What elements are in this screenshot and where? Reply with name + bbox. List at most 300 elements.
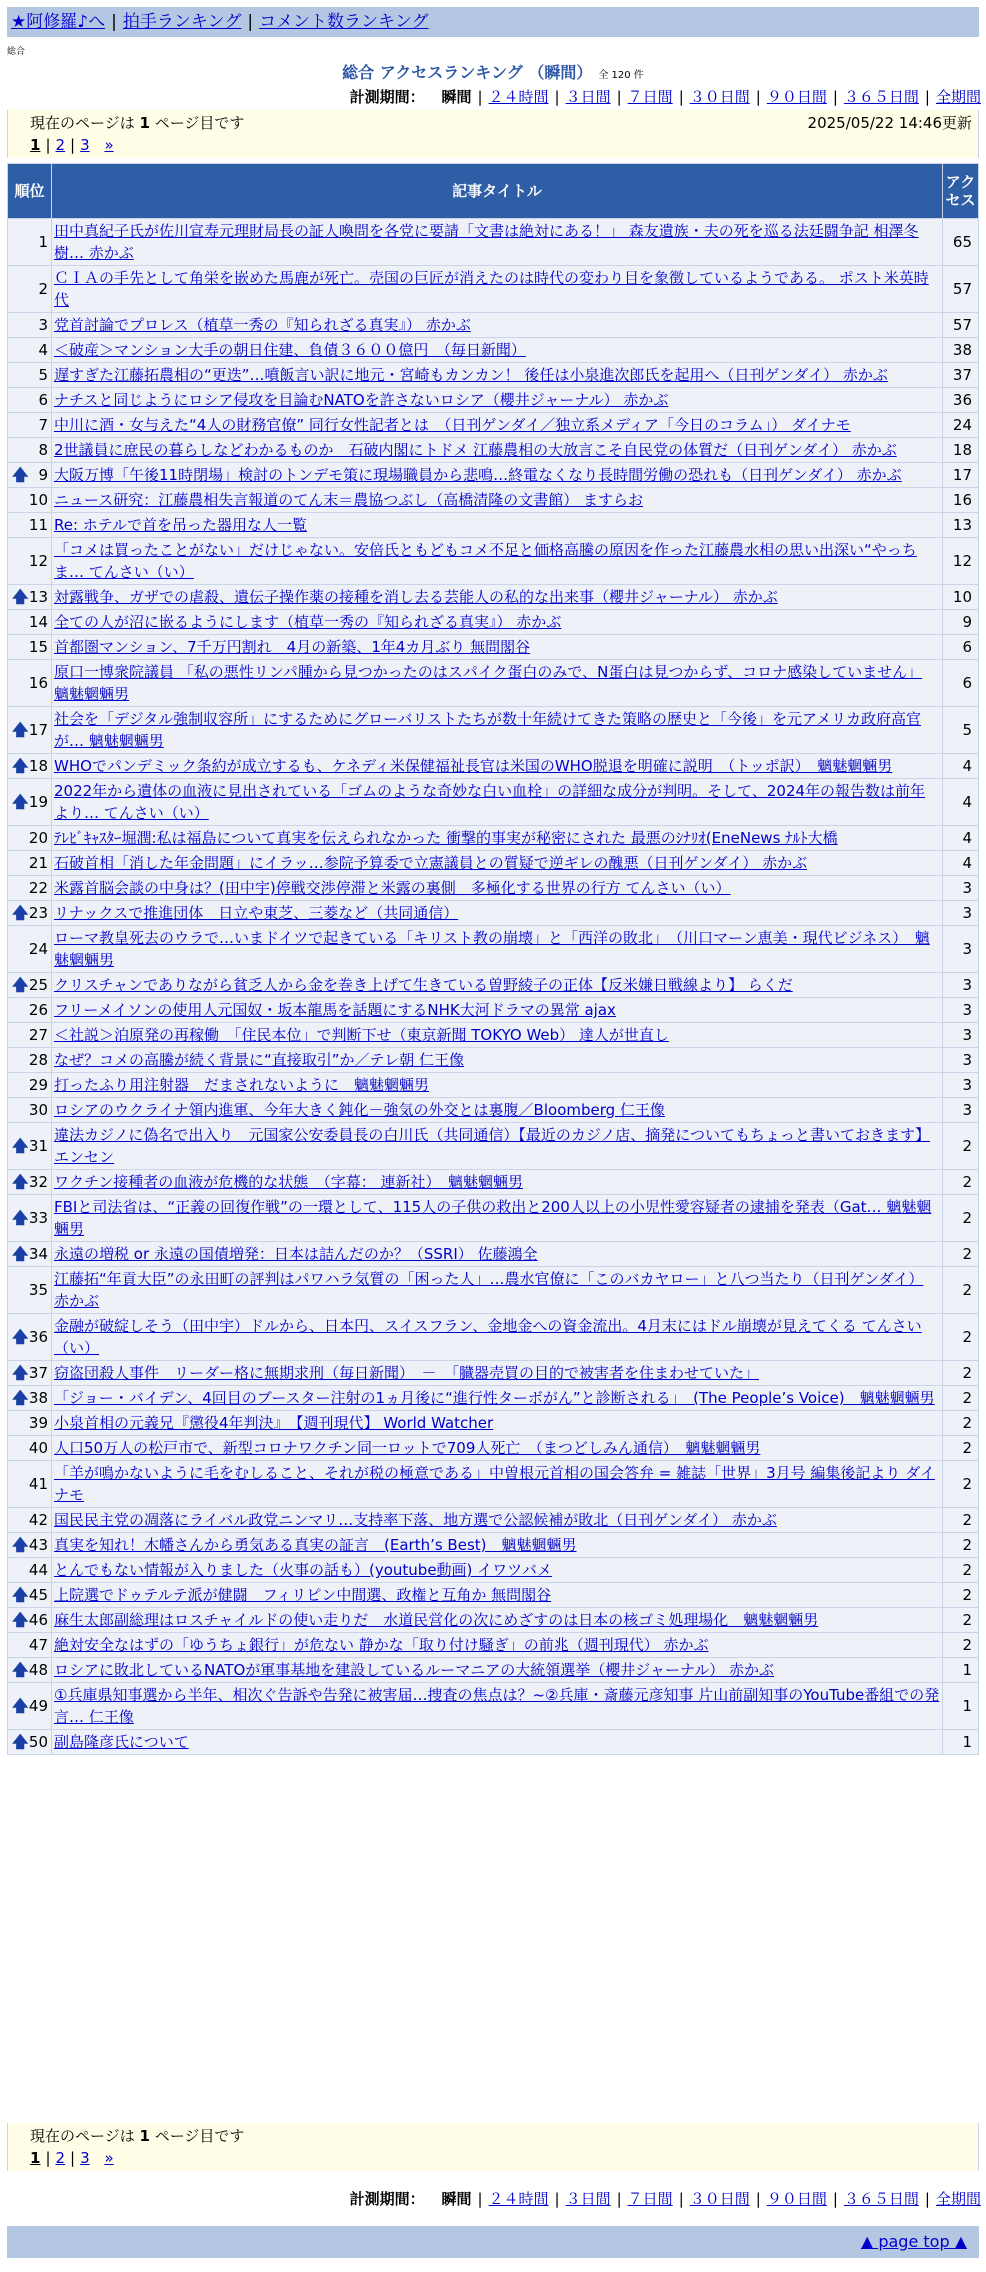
rank-number: 42 — [28, 1511, 48, 1529]
article-title-link[interactable]: 麻生太郎副総理はロスチャイルドの使い走りだ 水道民営化の次にめざすのは日本の核ゴミ処理場化 魑魅魍魎男 — [54, 1611, 819, 1629]
rank-up-arrow-icon: 🡅 — [12, 903, 29, 922]
rank-cell — [8, 826, 52, 851]
rank-cell — [8, 1436, 52, 1461]
period-current: 瞬間 — [441, 2190, 472, 2208]
rank-cell — [8, 1633, 52, 1658]
access-count: 2 — [943, 1558, 979, 1583]
title-cell — [52, 313, 943, 338]
rank-cell — [8, 1411, 52, 1436]
title-cell — [52, 413, 943, 438]
table-row — [8, 338, 979, 363]
rank-number: 41 — [28, 1475, 48, 1493]
title-cell — [52, 1730, 943, 1755]
page-status-suffix: ページ目です — [154, 2127, 245, 2145]
page-top-link[interactable]: ▲ page top ▲ — [860, 2232, 967, 2251]
period-separator: | — [477, 2190, 483, 2208]
title-cell — [52, 388, 943, 413]
rank-number: 29 — [28, 1076, 48, 1094]
article-title-link[interactable]: ＣＩＡの手先として角栄を嵌めた馬鹿が死亡。売国の巨匠が消えたのは時代の変わり目を象徴しているようである。 ポスト米英時代 — [54, 269, 929, 309]
access-count: 3 — [943, 1073, 979, 1098]
title-cell — [52, 826, 943, 851]
rank-cell — [8, 438, 52, 463]
access-count: 2 — [943, 1195, 979, 1242]
rank-number: 34 — [28, 1245, 48, 1263]
table-row — [8, 1533, 979, 1558]
article-title-link[interactable]: ワクチン接種者の血液が危機的な状態 （字幕： 連新社） 魑魅魍魎男 — [54, 1173, 524, 1191]
rank-cell — [8, 1073, 52, 1098]
title-cell — [52, 876, 943, 901]
article-title-link[interactable]: 国民民主党の凋落にライバル政党ニンマリ…支持率下落、地方選で公認候補が敗北（日刊ゲンダイ） 赤かぶ — [54, 1511, 777, 1529]
page-status — [30, 112, 972, 134]
period-separator: | — [924, 88, 930, 106]
access-count: 3 — [943, 973, 979, 998]
period-link[interactable]: ９０日間 — [766, 88, 827, 106]
access-count: 3 — [943, 926, 979, 973]
rank-number: 16 — [28, 674, 48, 692]
page-status-number: 1 — [139, 114, 150, 132]
table-row — [8, 973, 979, 998]
rank-cell — [8, 1048, 52, 1073]
title-cell — [52, 463, 943, 488]
rank-up-arrow-icon: 🡅 — [12, 1585, 29, 1604]
article-title-link[interactable]: 原口一博衆院議員 「私の悪性リンパ腫から見つかったのはスパイク蛋白のみで、N蛋白は見つからず、コロナ感染していません」 魑魅魍魎男 — [54, 663, 923, 703]
access-count: 17 — [943, 463, 979, 488]
rank-up-arrow-icon: 🡅 — [12, 1244, 29, 1263]
title-cell — [52, 1658, 943, 1683]
period-link[interactable]: ２４時間 — [488, 88, 549, 106]
period-separator: | — [755, 88, 761, 106]
title-cell — [52, 1170, 943, 1195]
period-separator: | — [678, 88, 684, 106]
article-title-link[interactable]: 人口50万人の松戸市で、新型コロナワクチン同一ロットで709人死亡 （まつどしみん通信） 魑魅魍魎男 — [54, 1439, 761, 1457]
title-cell — [52, 635, 943, 660]
rank-number: 14 — [28, 613, 48, 631]
table-row — [8, 660, 979, 707]
rank-number: 25 — [28, 976, 48, 994]
period-link[interactable]: ３０日間 — [689, 2190, 750, 2208]
access-count: 2 — [943, 1436, 979, 1461]
title-cell — [52, 1098, 943, 1123]
article-title-link[interactable]: 田中真紀子氏が佐川宣寿元理財局長の証人喚問を各党に要請「文書は絶対にある！」 森友遺族・夫の死を巡る法廷闘争記 相澤冬樹… 赤かぶ — [54, 222, 919, 262]
table-row — [8, 266, 979, 313]
table-row — [8, 1411, 979, 1436]
rank-number: 24 — [28, 940, 48, 958]
rank-cell — [8, 1267, 52, 1314]
current-page: 1 — [30, 2149, 41, 2167]
article-title-link[interactable]: ロシアのウクライナ領内進軍、今年大きく鈍化－強気の外交とは裏腹／Bloomberg 仁王像 — [54, 1101, 665, 1119]
rank-number: 8 — [38, 441, 48, 459]
rank-cell — [8, 388, 52, 413]
article-title-link[interactable]: 首都圏マンション、7千万円割れ 4月の新築、1年4カ月ぶり 無問閣谷 — [54, 638, 531, 656]
table-row — [8, 1314, 979, 1361]
rank-cell — [8, 1583, 52, 1608]
access-count: 2 — [943, 1386, 979, 1411]
title-cell — [52, 488, 943, 513]
rank-cell — [8, 1195, 52, 1242]
article-title-link[interactable]: FBIと司法省は、“正義の回復作戦”の一環として、115人の子供の救出と200人以上の小児性愛容疑者の逮捕を発表（Gat… 魑魅魍魎男 — [54, 1198, 932, 1238]
rank-cell — [8, 1558, 52, 1583]
rank-number: 18 — [28, 757, 48, 775]
table-row — [8, 313, 979, 338]
article-title-link[interactable]: 遅すぎた江藤拓農相の“更迭”…噴飯言い訳に地元・宮崎もカンカン！ 後任は小泉進次郎氏を起用へ（日刊ゲンダイ） 赤かぶ — [54, 366, 888, 384]
current-page: 1 — [30, 136, 41, 154]
access-count: 57 — [943, 266, 979, 313]
article-title-link[interactable]: リナックスで推進団体 日立や東芝、三菱など（共同通信） — [54, 904, 459, 922]
rank-number: 36 — [28, 1328, 48, 1346]
article-title-link[interactable]: ニュース研究：江藤農相失言報道のてん末＝農協つぶし（高橋清隆の文書館） ますらお — [54, 491, 644, 509]
rank-number: 40 — [28, 1439, 48, 1457]
title-cell — [52, 660, 943, 707]
title-cell — [52, 1314, 943, 1361]
title-cell — [52, 1608, 943, 1633]
period-link[interactable]: ２４時間 — [488, 2190, 549, 2208]
rank-number: 50 — [28, 1733, 48, 1751]
rank-cell — [8, 754, 52, 779]
access-count: 18 — [943, 438, 979, 463]
rank-number: 47 — [28, 1636, 48, 1654]
table-row — [8, 707, 979, 754]
table-row — [8, 779, 979, 826]
table-row — [8, 926, 979, 973]
title-cell — [52, 266, 943, 313]
table-row — [8, 388, 979, 413]
access-count: 3 — [943, 1048, 979, 1073]
comment-ranking-link[interactable]: コメント数ランキング — [259, 12, 429, 32]
access-count: 16 — [943, 488, 979, 513]
ranking-title-text: 総合 アクセスランキング （瞬間） — [342, 63, 593, 82]
article-title-link[interactable]: 2世議員に庶民の暮らしなどわかるものか 石破内閣にトドメ 江藤農相の大放言こそ自民党の体質だ（日刊ゲンダイ） 赤かぶ — [54, 441, 897, 459]
table-row — [8, 1658, 979, 1683]
rank-cell — [8, 363, 52, 388]
access-count: 65 — [943, 219, 979, 266]
rank-number: 2 — [38, 280, 48, 298]
article-title-link[interactable]: ロシアに敗北しているNATOが軍事基地を建設しているルーマニアの大統領選挙（櫻井ジャーナル） 赤かぶ — [54, 1661, 775, 1679]
title-cell — [52, 1195, 943, 1242]
article-title-link[interactable]: 小泉首相の元義兄『懲役4年判決』 【週刊現代】 World Watcher — [54, 1414, 494, 1432]
table-row — [8, 754, 979, 779]
category-label: 総合 — [7, 47, 26, 57]
article-title-link[interactable]: 違法カジノに偽名で出入り 元国家公安委員長の白川氏（共同通信）【最近のカジノ店、摘発についてもちょっと書いておきます】 エンセン — [54, 1126, 931, 1166]
article-title-link[interactable]: ナチスと同じようにロシア侵攻を目論むNATOを許さないロシア（櫻井ジャーナル） 赤かぶ — [54, 391, 669, 409]
article-title-link[interactable]: 社会を「デジタル強制収容所」にするためにグローバリストたちが数十年続けてきた策略の歴史と「今後」を元アメリカ政府高官が… 魑魅魍魎男 — [54, 710, 922, 750]
title-column-header: 記事タイトル — [52, 164, 943, 219]
rank-cell — [8, 1314, 52, 1361]
access-count: 2 — [943, 1361, 979, 1386]
article-title-link[interactable]: 「コメは買ったことがない」だけじゃない。安倍氏ともどもコメ不足と価格高騰の原因を作った江藤農水相の思い出深い“やっちま… てんさい（い） — [54, 541, 917, 581]
title-cell — [52, 1048, 943, 1073]
article-title-link[interactable]: 真実を知れ！木幡さんから勇気ある真実の証言 (Earth’s Best) 魑魅魍魎男 — [54, 1536, 577, 1554]
title-cell — [52, 1386, 943, 1411]
rank-number: 46 — [28, 1611, 48, 1629]
rank-number: 10 — [28, 491, 48, 509]
rank-number: 12 — [28, 552, 48, 570]
table-row — [8, 1386, 979, 1411]
article-title-link[interactable]: 上院選でドゥテルテ派が健闘 フィリピン中間選、政権と互角か 無問閣谷 — [54, 1586, 552, 1604]
article-title-link[interactable]: とんでもない情報が入りました（火事の話も）(youtube動画) イワツバメ — [54, 1561, 552, 1579]
table-row — [8, 438, 979, 463]
period-link[interactable]: ３日間 — [565, 2190, 611, 2208]
page-status-prefix: 現在のページは — [30, 114, 135, 132]
rank-number: 44 — [28, 1561, 48, 1579]
rank-up-arrow-icon: 🡅 — [12, 1660, 29, 1679]
title-cell — [52, 1023, 943, 1048]
access-count: 4 — [943, 754, 979, 779]
rank-cell — [8, 851, 52, 876]
article-title-link[interactable]: 2022年から遺体の血液に見出されている「ゴムのような奇妙な白い血栓」の詳細な成分が判明。そして、2024年の報告数は前年より… てんさい（い） — [54, 782, 926, 822]
article-title-link[interactable]: 金融が破綻しそう（田中宇）ドルから、日本円、スイスフラン、金地金への資金流出。4月末にはドル崩壊が見えてくる てんさい（い） — [54, 1317, 922, 1357]
rank-up-arrow-icon: 🡅 — [12, 975, 29, 994]
article-title-link[interactable]: 打ったふり用注射器 だまされないように 魑魅魍魎男 — [54, 1076, 430, 1094]
page-link[interactable]: 2 — [55, 136, 66, 154]
period-label: 計測期間： — [349, 2190, 425, 2208]
rank-number: 27 — [28, 1026, 48, 1044]
table-row — [8, 363, 979, 388]
page-link[interactable]: 2 — [55, 2149, 66, 2167]
page-link[interactable]: 3 — [80, 136, 90, 154]
article-title-link[interactable]: ①兵庫県知事選から半年、相次ぐ告訴や告発に被害届…捜査の焦点は？~②兵庫・斎藤元彦知事 片山前副知事のYouTube番組での発言… 仁王像 — [54, 1686, 940, 1726]
rank-cell — [8, 635, 52, 660]
period-separator: | — [554, 88, 560, 106]
table-row — [8, 876, 979, 901]
article-title-link[interactable]: クリスチャンでありながら貧乏人から金を巻き上げて生きている曽野綾子の正体【反米嫌日戦線より】 らくだ — [54, 976, 793, 994]
period-selector-bottom — [350, 2188, 981, 2209]
rank-cell — [8, 488, 52, 513]
access-count: 3 — [943, 876, 979, 901]
title-cell — [52, 901, 943, 926]
table-row — [8, 1073, 979, 1098]
rank-cell — [8, 973, 52, 998]
title-cell — [52, 754, 943, 779]
rank-cell — [8, 219, 52, 266]
rank-number: 45 — [28, 1586, 48, 1604]
article-count: 全 120 件 — [598, 70, 644, 81]
period-current: 瞬間 — [441, 88, 472, 106]
rank-cell — [8, 413, 52, 438]
rank-number: 49 — [28, 1697, 48, 1715]
rank-number: 20 — [28, 829, 48, 847]
rank-up-arrow-icon: 🡅 — [12, 1172, 29, 1191]
article-title-link[interactable]: 大阪万博「午後11時閉場」検討のトンデモ策に現場職員から悲鳴…終電なくなり長時間労働の恐れも（日刊ゲンダイ） 赤かぶ — [54, 466, 902, 484]
access-count: 3 — [943, 998, 979, 1023]
table-row — [8, 1558, 979, 1583]
period-label: 計測期間： — [349, 88, 425, 106]
article-title-link[interactable]: 全ての人が沼に嵌るようにします（植草一秀の『知られざる真実』） 赤かぶ — [54, 613, 562, 631]
article-title-link[interactable]: 永遠の増税 or 永遠の国債増発：日本は詰んだのか？（SSRI） 佐藤鴻全 — [54, 1245, 538, 1263]
rank-cell — [8, 1170, 52, 1195]
table-row — [8, 513, 979, 538]
title-cell — [52, 513, 943, 538]
title-cell — [52, 1123, 943, 1170]
article-title-link[interactable]: 米露首脳会談の中身は？(田中宇)停戦交渉停滞と米露の裏側 多極化する世界の行方 てんさい（い） — [54, 879, 731, 897]
ranking-table — [7, 163, 979, 1755]
top-nav-bar: ★阿修羅♪へ | 拍手ランキング | コメント数ランキング — [7, 7, 979, 37]
page-separator: | — [45, 136, 51, 154]
page-separator: | — [70, 2149, 76, 2167]
table-row — [8, 610, 979, 635]
period-link[interactable]: ３０日間 — [689, 88, 750, 106]
period-separator: | — [477, 88, 483, 106]
rank-up-arrow-icon: 🡅 — [12, 1136, 29, 1155]
article-title-link[interactable]: WHOでパンデミック条約が成立するも、ケネディ米保健福祉長官は米国のWHO脱退を明確に説明 （トッポ訳） 魑魅魍魎男 — [54, 757, 893, 775]
rank-up-arrow-icon: 🡅 — [12, 1732, 29, 1751]
title-cell — [52, 851, 943, 876]
article-title-link[interactable]: ﾃﾚﾋﾞｷｬｽﾀｰ堀潤:私は福島について真実を伝えられなかった 衝撃的事実が秘密にされた 最悪のｼﾅﾘｵ(EneNews ﾅﾙﾄ大橋 — [54, 829, 838, 847]
access-count: 1 — [943, 1730, 979, 1755]
title-cell — [52, 1461, 943, 1508]
title-cell — [52, 973, 943, 998]
table-header-row — [8, 164, 979, 219]
title-cell — [52, 1508, 943, 1533]
next-page-link[interactable]: » — [104, 2149, 114, 2167]
page-link[interactable]: 3 — [80, 2149, 90, 2167]
article-title-link[interactable]: 対露戦争、ガザでの虐殺、遺伝子操作薬の接種を消し去る芸能人の私的な出来事（櫻井ジャーナル） 赤かぶ — [54, 588, 778, 606]
table-row — [8, 1633, 979, 1658]
period-link[interactable]: ９０日間 — [766, 2190, 827, 2208]
table-row — [8, 219, 979, 266]
title-cell — [52, 1411, 943, 1436]
rank-number: 21 — [28, 854, 48, 872]
title-cell — [52, 585, 943, 610]
title-cell — [52, 707, 943, 754]
rank-number: 26 — [28, 1001, 48, 1019]
access-count: 4 — [943, 779, 979, 826]
access-count: 38 — [943, 338, 979, 363]
title-cell — [52, 1361, 943, 1386]
table-row — [8, 998, 979, 1023]
table-row — [8, 463, 979, 488]
rank-cell — [8, 585, 52, 610]
article-title-link[interactable]: Re: ホテルで首を吊った器用な人一覧 — [54, 516, 308, 534]
rank-number: 39 — [28, 1414, 48, 1432]
title-cell — [52, 1583, 943, 1608]
rank-cell — [8, 1123, 52, 1170]
table-row — [8, 1267, 979, 1314]
page-links — [30, 2147, 956, 2169]
rank-up-arrow-icon: 🡅 — [12, 1363, 29, 1382]
rank-cell — [8, 338, 52, 363]
rank-cell — [8, 1242, 52, 1267]
title-cell — [52, 1533, 943, 1558]
table-row — [8, 1730, 979, 1755]
title-cell — [52, 998, 943, 1023]
article-title-link[interactable]: 江藤拓“年貢大臣”の永田町の評判はパワハラ気質の「困った人」…農水官僚に「このバカヤロー」と八つ当たり（日刊ゲンダイ） 赤かぶ — [54, 1270, 924, 1310]
title-cell — [52, 610, 943, 635]
access-count: 6 — [943, 635, 979, 660]
rank-up-arrow-icon: 🡅 — [12, 1610, 29, 1629]
table-row — [8, 538, 979, 585]
access-count: 57 — [943, 313, 979, 338]
rank-cell — [8, 1361, 52, 1386]
period-link[interactable]: ３日間 — [565, 88, 611, 106]
rank-number: 17 — [28, 721, 48, 739]
ranking-title — [0, 60, 986, 83]
period-link[interactable]: 全期間 — [935, 88, 981, 106]
article-title-link[interactable]: ローマ教皇死去のウラで…いまドイツで起きている「キリスト教の崩壊」と「西洋の敗北」 （川口マーン恵美・現代ビジネス） 魑魅魍魎男 — [54, 929, 930, 969]
period-selector-top — [350, 86, 981, 107]
period-link[interactable]: ３６５日間 — [843, 2190, 919, 2208]
page-status-prefix: 現在のページは — [30, 2127, 135, 2145]
rank-number: 43 — [28, 1536, 48, 1554]
rank-number: 19 — [28, 793, 48, 811]
table-row — [8, 1242, 979, 1267]
title-cell — [52, 338, 943, 363]
article-title-link[interactable]: フリーメイソンの使用人元国奴・坂本龍馬を話題にするNHK大河ドラマの異常 ajax — [54, 1001, 616, 1019]
article-title-link[interactable]: ＜社説＞泊原発の再稼働 「住民本位」で判断下せ（東京新聞 TOKYO Web） 達人が世直し — [54, 1026, 669, 1044]
table-row — [8, 1170, 979, 1195]
table-row — [8, 1608, 979, 1633]
home-link[interactable]: ★阿修羅♪へ — [11, 12, 106, 32]
article-title-link[interactable]: 「羊が鳴かないように毛をむしること、それが税の極意である」中曽根元首相の国会答弁 = 雑誌「世界」3月号 編集後記より ダイナモ — [54, 1464, 935, 1504]
rank-cell — [8, 1608, 52, 1633]
access-count: 10 — [943, 585, 979, 610]
table-row — [8, 1461, 979, 1508]
rank-number: 9 — [38, 466, 48, 484]
rank-cell — [8, 707, 52, 754]
table-row — [8, 851, 979, 876]
title-cell — [52, 1436, 943, 1461]
rank-cell — [8, 266, 52, 313]
rank-up-arrow-icon: 🡅 — [12, 1696, 29, 1715]
period-separator: | — [678, 2190, 684, 2208]
period-link[interactable]: ７日間 — [627, 88, 673, 106]
title-cell — [52, 538, 943, 585]
access-count: 1 — [943, 1683, 979, 1730]
article-title-link[interactable]: 石破首相「消した年金問題」にイラッ…参院予算委で立憲議員との質疑で逆ギレの醜悪（日刊ゲンダイ） 赤かぶ — [54, 854, 808, 872]
rank-cell — [8, 610, 52, 635]
title-cell — [52, 219, 943, 266]
rank-cell — [8, 1533, 52, 1558]
article-title-link[interactable]: 副島隆彦氏について — [54, 1733, 189, 1751]
rank-up-arrow-icon: 🡅 — [12, 756, 29, 775]
access-count: 2 — [943, 1411, 979, 1436]
article-title-link[interactable]: 中川に酒・女与えた“4人の財務官僚” 同行女性記者とは （日刊ゲンダイ／独立系メディア「今日のコラム」） ダイナモ — [54, 416, 851, 434]
rank-number: 28 — [28, 1051, 48, 1069]
table-row — [8, 488, 979, 513]
page-separator: | — [45, 2149, 51, 2167]
rank-number: 7 — [38, 416, 48, 434]
clap-ranking-link[interactable]: 拍手ランキング — [122, 12, 242, 32]
rank-cell — [8, 876, 52, 901]
table-row — [8, 1023, 979, 1048]
table-row — [8, 1683, 979, 1730]
article-title-link[interactable]: 党首討論でプロレス（植草一秀の『知られざる真実』） 赤かぶ — [54, 316, 471, 334]
article-title-link[interactable]: 絶対安全なはずの「ゆうちょ銀行」が危ない 静かな「取り付け騒ぎ」の前兆（週刊現代） 赤かぶ — [54, 1636, 709, 1654]
access-count: 2 — [943, 1508, 979, 1533]
rank-cell — [8, 1386, 52, 1411]
rank-cell — [8, 313, 52, 338]
period-link[interactable]: 全期間 — [935, 2190, 981, 2208]
article-title-link[interactable]: 窃盗団殺人事件 リーダー格に無期求刑（毎日新聞） － 「臓器売買の目的で被害者を住まわせていた」 — [54, 1364, 760, 1382]
article-title-link[interactable]: ＜破産＞マンション大手の朝日住建、負債３６００億円 （毎日新聞） — [54, 341, 526, 359]
table-row — [8, 826, 979, 851]
rank-cell — [8, 1098, 52, 1123]
rank-cell — [8, 463, 52, 488]
table-row — [8, 1123, 979, 1170]
access-count: 5 — [943, 707, 979, 754]
next-page-link[interactable]: » — [104, 136, 114, 154]
period-separator: | — [616, 2190, 622, 2208]
table-row — [8, 585, 979, 610]
article-title-link[interactable]: なぜ？コメの高騰が続く背景に“直接取引”か／テレ朝 仁王像 — [54, 1051, 465, 1069]
period-link[interactable]: ３６５日間 — [843, 88, 919, 106]
access-count: 37 — [943, 363, 979, 388]
access-count: 2 — [943, 1314, 979, 1361]
title-cell — [52, 1267, 943, 1314]
pager-top — [7, 110, 979, 158]
period-link[interactable]: ７日間 — [627, 2190, 673, 2208]
table-row — [8, 1436, 979, 1461]
article-title-link[interactable]: 「ジョー・バイデン、4回目のブースター注射の1ヵ月後に“進行性ターボがん”と診断される」 (The People’s Voice) 魑魅魍魎男 — [54, 1389, 935, 1407]
